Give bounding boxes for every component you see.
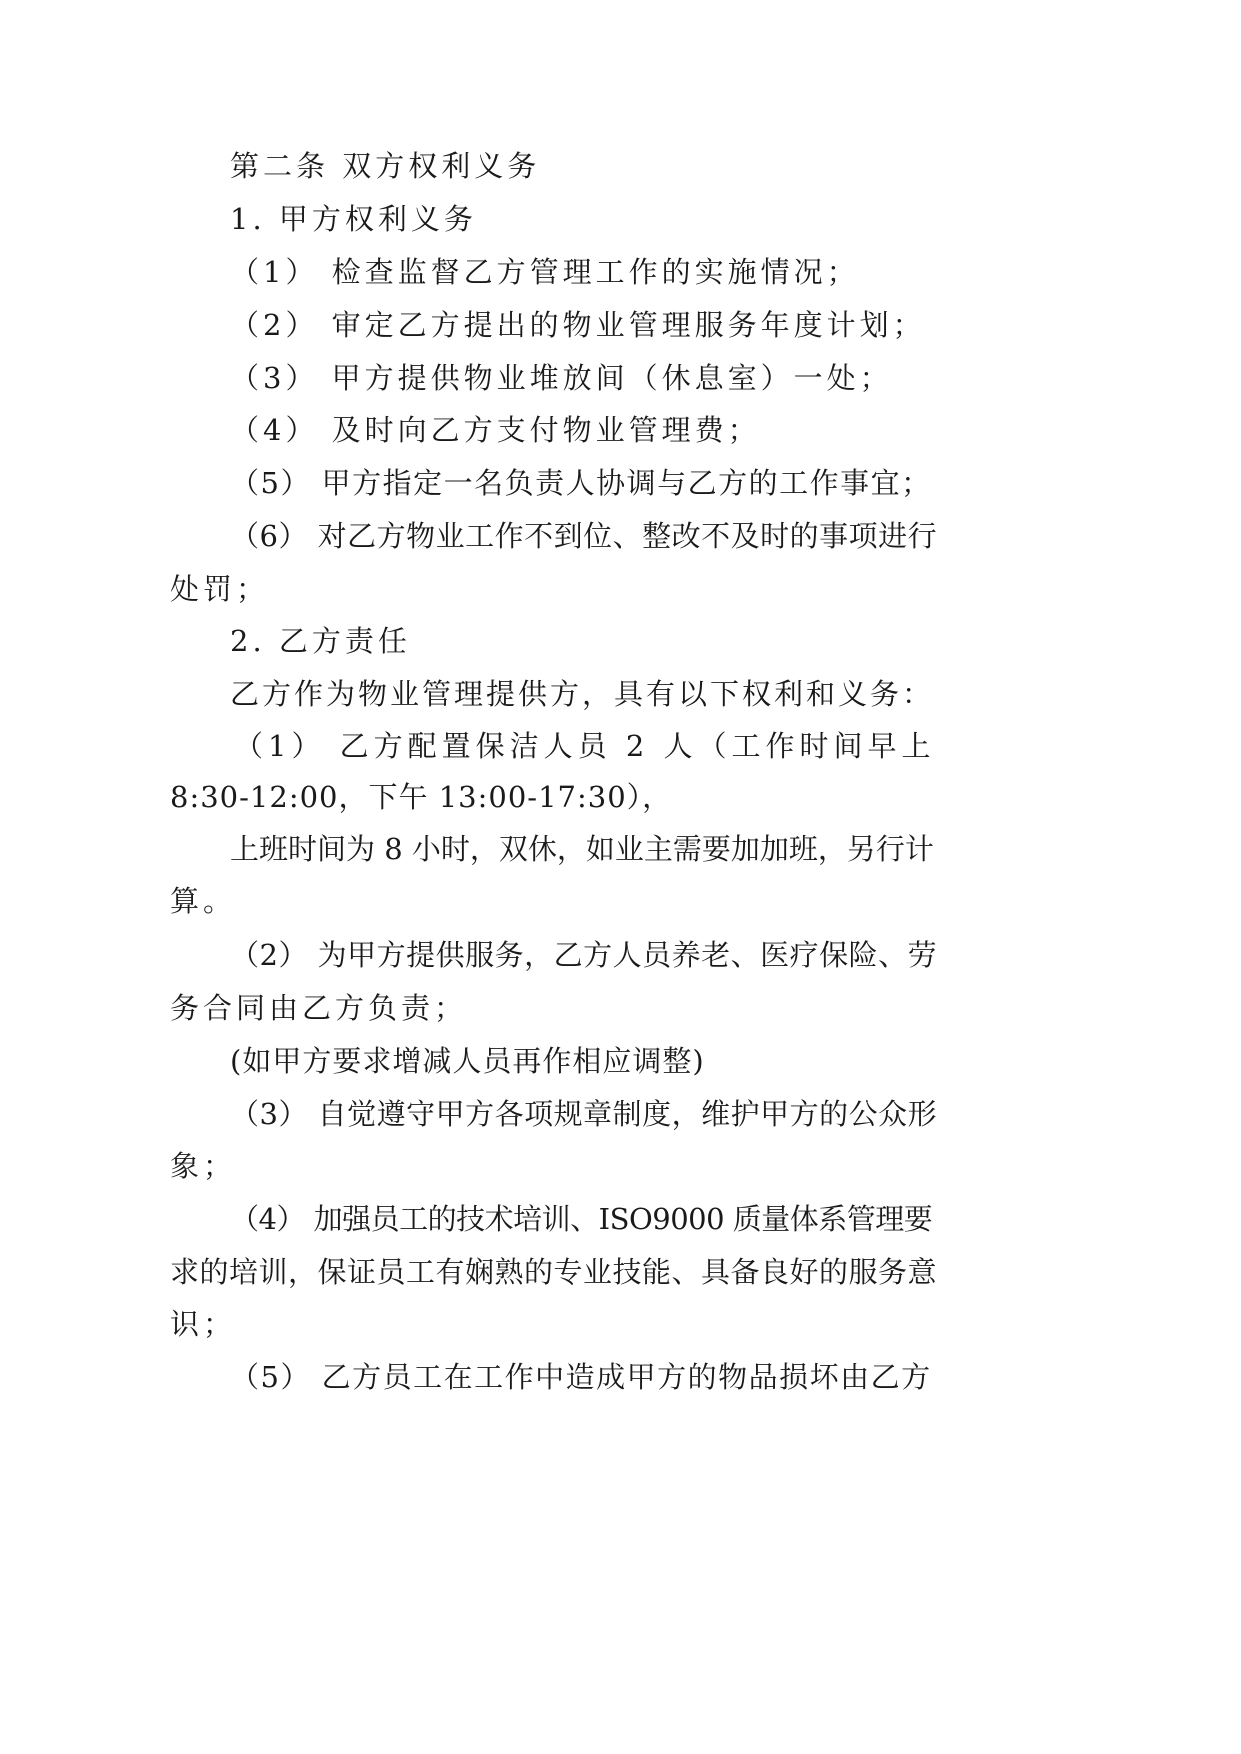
section-heading: 2. 乙方责任 [230, 624, 411, 658]
clause-line: （5） 乙方员工在工作中造成甲方的物品损坏由乙方 [230, 1360, 932, 1394]
paragraph-line: 乙方作为物业管理提供方，具有以下权利和义务： [230, 677, 935, 711]
section-heading: 1. 甲方权利义务 [230, 202, 477, 236]
paragraph-line: 上班时间为 8 小时，双休，如业主需要加加班，另行计 [230, 832, 934, 866]
note-line: (如甲方要求增减人员再作相应调整) [230, 1044, 705, 1078]
paragraph-continuation: 算。 [170, 884, 237, 918]
clause-line: （3） 自觉遵守甲方各项规章制度，维护甲方的公众形 [230, 1097, 938, 1131]
clause-line: （4） 及时向乙方支付物业管理费； [230, 413, 761, 447]
clause-continuation: 求的培训，保证员工有娴熟的专业技能、具备良好的服务意 [170, 1255, 938, 1289]
clause-continuation: 处罚； [170, 572, 270, 606]
clause-line: （1） 乙方配置保洁人员 2 人（工作时间早上 [234, 729, 936, 763]
clause-line: （4） 加强员工的技术培训、ISO9000 质量体系管理要 [230, 1202, 933, 1236]
article-heading: 第二条 双方权利义务 [230, 149, 541, 183]
clause-line: （1） 检查监督乙方管理工作的实施情况； [230, 255, 860, 289]
clause-line: （2） 为甲方提供服务，乙方人员养老、医疗保险、劳 [230, 938, 938, 972]
clause-line: （2） 审定乙方提出的物业管理服务年度计划； [230, 308, 926, 342]
clause-line: （6） 对乙方物业工作不到位、整改不及时的事项进行 [230, 519, 938, 553]
clause-line: （3） 甲方提供物业堆放间（休息室）一处； [230, 361, 893, 395]
clause-continuation: 象； [170, 1149, 237, 1183]
clause-line: （5） 甲方指定一名负责人协调与乙方的工作事宜； [230, 466, 932, 500]
clause-continuation: 8:30-12:00，下午 13:00-17:30）， [170, 780, 673, 814]
clause-continuation: 务合同由乙方负责； [170, 991, 468, 1025]
clause-continuation: 识； [170, 1307, 237, 1341]
